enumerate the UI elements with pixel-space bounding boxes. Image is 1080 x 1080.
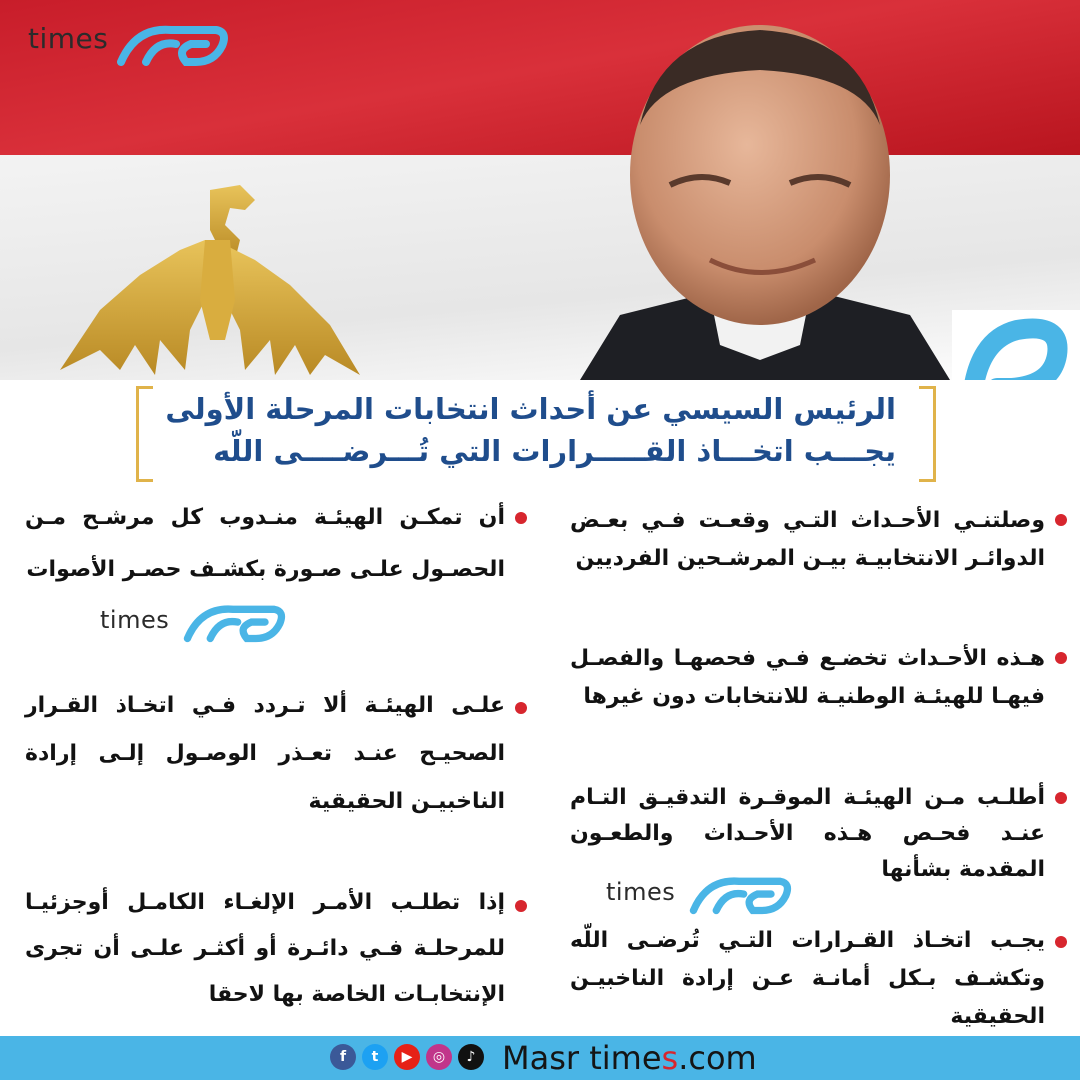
list-item-text: أن تمكـن الهيئـة منـدوب كل مرشـح مـن الحصـول علـى صـورة بكشـف حصـر الأصوات [25,505,505,582]
bracket-right [919,386,936,482]
logo-swoosh-icon [116,22,228,68]
logo-swoosh-icon [178,602,290,644]
youtube-icon[interactable]: ▶ [394,1044,420,1070]
list-item-text: أطلـب مـن الهيئـة الموقـرة التدقيـق التـام عنـد فحـص هـذه الأحـداث والطعـون المقدمة بشأنها [570,785,1045,882]
masr-times-logo [100,598,300,648]
masr-times-logo [28,14,228,70]
bullet-icon [515,512,527,524]
bullet-icon [515,900,527,912]
bullet-icon [1055,792,1067,804]
footer-bar [0,1036,1080,1080]
bullet-icon [1055,514,1067,526]
list-item [570,922,1075,1036]
list-item [25,500,535,596]
list-item-text: إذا تطلـب الأمـر الإلغـاء الكامـل أوجزئيـا للمرحلـة فـي دائـرة أو أكثـر علـى أن تجرى الإنتخابـات الخاصة بها لاحقا [25,890,505,1007]
logo-swoosh-icon [684,874,796,916]
logo-times-text: times [100,606,170,634]
bullet-icon [1055,936,1067,948]
list-item [570,640,1075,716]
twitter-icon[interactable]: t [362,1044,388,1070]
list-item-text: وصلتنـي الأحـداث التـي وقعـت فـي بعـض الدوائـر الانتخابيـة بيـن المرشـحين الفرديين [570,508,1045,571]
site-prefix: Masr time [502,1039,662,1077]
logo-times-text: times [28,22,109,55]
list-item-text: علـى الهيئـة ألا تـردد فـي اتخـاذ القـرار الصحيـح عنـد تعـذر الوصـول إلـى إرادة الناخبيـن الحقيقية [25,693,505,814]
bracket-left [136,386,153,482]
headline-line-2: يجـــب اتخـــاذ القـــــرارات التي تُـــرضــــى اللّه [213,434,896,468]
instagram-icon[interactable]: ◎ [426,1044,452,1070]
president-portrait [560,15,950,380]
list-item [25,690,535,826]
eagle-emblem-icon [40,180,370,380]
headline-box [136,386,936,478]
list-item [25,888,535,1018]
website-link[interactable] [502,1036,757,1080]
tiktok-icon[interactable]: ♪ [458,1044,484,1070]
bullet-icon [1055,652,1067,664]
hero-image [0,0,1080,380]
list-item-text: يجـب اتخـاذ القـرارات التـي تُرضـى اللّه وتكشـف بـكل أمانـة عـن إرادة الناخبيـن الحقيقية [570,928,1045,1029]
facebook-icon[interactable]: f [330,1044,356,1070]
corner-brand-mark-icon [952,310,1080,380]
logo-times-text: times [606,878,676,906]
site-suffix: .com [678,1039,757,1077]
list-item [570,502,1075,578]
masr-times-logo [606,870,806,920]
list-item-text: هـذه الأحـداث تخضـع فـي فحصهـا والفصـل فيهـا للهيئـة الوطنيـة للانتخابات دون غيرها [570,646,1045,709]
headline-line-1: الرئيس السيسي عن أحداث انتخابات المرحلة الأولى [165,392,896,426]
site-s: s [661,1039,679,1077]
bullet-icon [515,702,527,714]
